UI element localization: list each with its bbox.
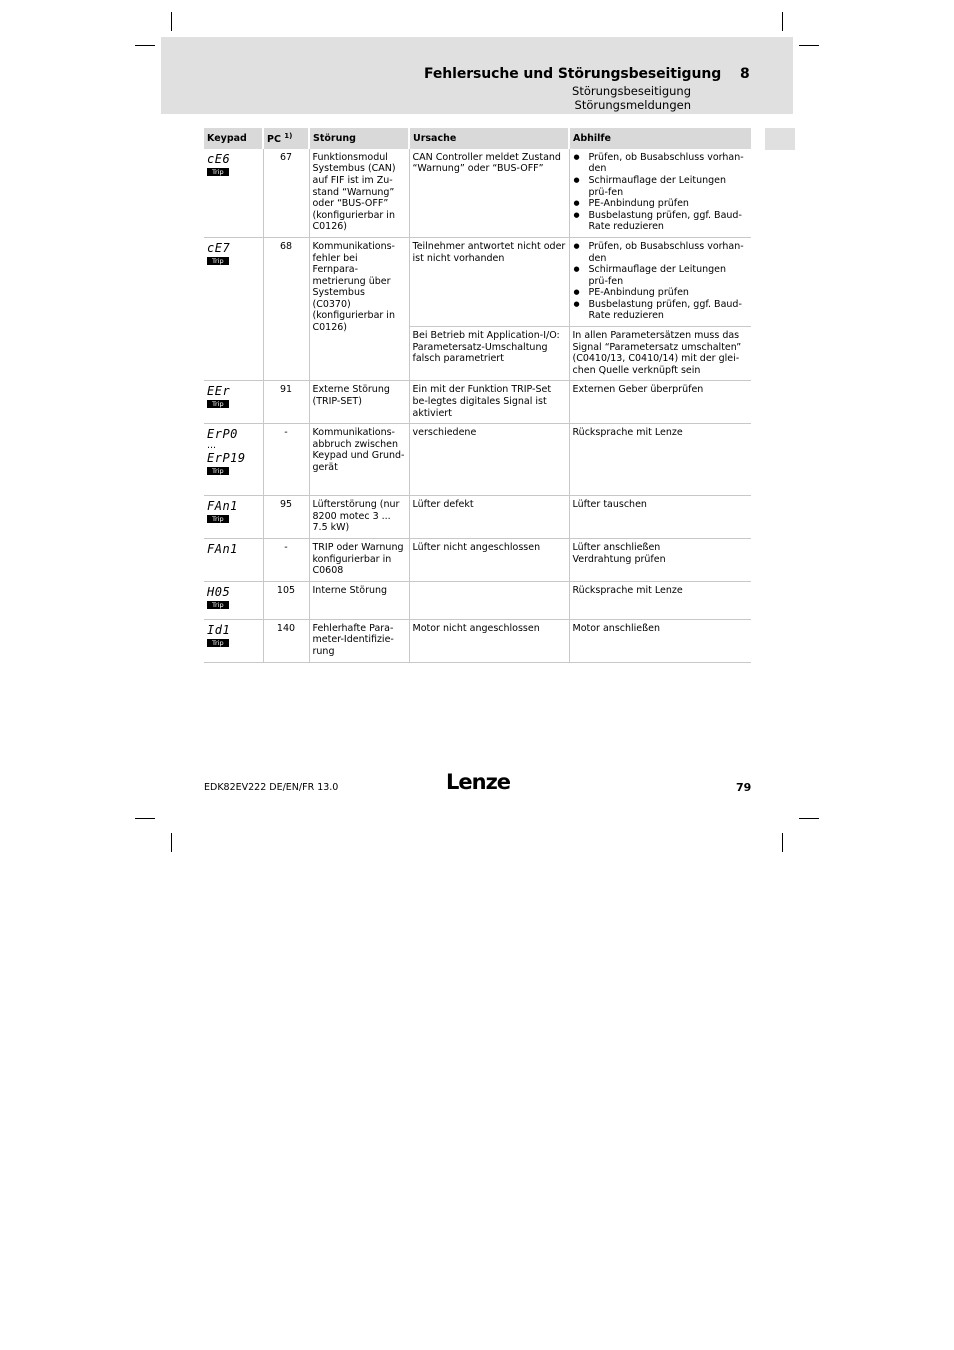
col-header-pc: PC $^{1)}$ — [263, 128, 309, 149]
crop-mark — [799, 818, 819, 819]
table-row — [204, 381, 751, 424]
lenze-logo: Lenze — [446, 770, 511, 794]
table-row — [204, 619, 751, 662]
pc-cell: - — [263, 424, 309, 496]
abhilfe-cell: In allen Parametersätzen muss das Signal “Parametersatz umschalten” (C0410/13, C0410/14) mit der glei-chen Quelle verknüpft sein — [569, 327, 751, 381]
keypad-cell: cE7 Trip — [204, 237, 263, 381]
trip-badge: Trip — [207, 601, 229, 609]
pc-cell: - — [263, 539, 309, 582]
crop-mark — [782, 12, 783, 31]
list-item: ● Prüfen, ob Busabschluss vorhan-den — [573, 241, 749, 264]
pc-cell: 105 — [263, 581, 309, 619]
table-row — [204, 581, 751, 619]
page-title: Fehlersuche und Störungsbeseitigung — [424, 66, 722, 82]
abhilfe-cell: Rücksprache mit Lenze — [569, 424, 751, 496]
pc-cell: 140 — [263, 619, 309, 662]
stoerung-cell: Fehlerhafte Para-meter-Identifizie-rung — [309, 619, 409, 662]
keypad-cell: cE6 Trip — [204, 149, 263, 238]
col-header-ursache: Ursache — [409, 128, 569, 149]
subsection-subtitle: Störungsmeldungen — [574, 98, 691, 112]
abhilfe-cell — [569, 149, 751, 238]
keypad-cell: FAn1 Trip — [204, 496, 263, 539]
col-header-abhilfe: Abhilfe — [569, 128, 751, 149]
abhilfe-cell — [569, 237, 751, 326]
list-item: ● PE-Anbindung prüfen — [573, 287, 749, 299]
list-item: ● Prüfen, ob Busabschluss vorhan-den — [573, 152, 749, 175]
ursache-cell — [409, 581, 569, 619]
list-item: ● PE-Anbindung prüfen — [573, 198, 749, 210]
table-row — [204, 149, 751, 238]
ursache-cell: verschiedene — [409, 424, 569, 496]
crop-mark — [171, 833, 172, 852]
crop-mark — [799, 45, 819, 46]
pc-cell: 91 — [263, 381, 309, 424]
abhilfe-cell: Motor anschließen — [569, 619, 751, 662]
ursache-cell: Bei Betrieb mit Application-I/O: Parametersatz-Umschaltung falsch parametriert — [409, 327, 569, 381]
section-subtitle: Störungsbeseitigung — [572, 84, 691, 98]
stoerung-cell: Funktionsmodul Systembus (CAN) auf FIF ist im Zu-stand “Warnung” oder “BUS-OFF” (konfigurierbar in C0126) — [309, 149, 409, 238]
list-item: ● Schirmauflage der Leitungen prü-fen — [573, 175, 749, 198]
stoerung-cell: Externe Störung (TRIP-SET) — [309, 381, 409, 424]
crop-mark — [782, 833, 783, 852]
ursache-cell: CAN Controller meldet Zustand “Warnung” oder “BUS-OFF” — [409, 149, 569, 238]
list-item: ● Busbelastung prüfen, ggf. Baud-Rate reduzieren — [573, 210, 749, 233]
trip-badge: Trip — [207, 467, 229, 475]
stoerung-cell: Interne Störung — [309, 581, 409, 619]
keypad-cell: EEr Trip — [204, 381, 263, 424]
stoerung-cell: TRIP oder Warnung konfigurierbar in C0608 — [309, 539, 409, 582]
crop-mark — [135, 818, 155, 819]
pc-cell: 95 — [263, 496, 309, 539]
table-row — [204, 424, 751, 496]
trip-badge: Trip — [207, 168, 229, 176]
trip-badge: Trip — [207, 400, 229, 408]
fault-table — [204, 128, 751, 663]
table-header-row — [204, 128, 751, 149]
stoerung-cell: Lüfterstörung (nur 8200 motec 3 ... 7.5 kW) — [309, 496, 409, 539]
keypad-cell: FAn1 — [204, 539, 263, 582]
abhilfe-cell: Lüfter anschließen Verdrahtung prüfen — [569, 539, 751, 582]
trip-badge: Trip — [207, 515, 229, 523]
document-id: EDK82EV222 DE/EN/FR 13.0 — [204, 782, 339, 793]
ursache-cell: Teilnehmer antwortet nicht oder ist nicht vorhanden — [409, 237, 569, 326]
ursache-cell: Lüfter nicht angeschlossen — [409, 539, 569, 582]
abhilfe-cell: Lüfter tauschen — [569, 496, 751, 539]
table-row — [204, 496, 751, 539]
page-number: 79 — [736, 781, 752, 794]
trip-badge: Trip — [207, 639, 229, 647]
stoerung-cell: Kommunikations-abbruch zwischen Keypad und Grund-gerät — [309, 424, 409, 496]
abhilfe-cell: Externen Geber überprüfen — [569, 381, 751, 424]
stoerung-cell: Kommunikations-fehler bei Fernpara-metrierung über Systembus (C0370) (konfigurierbar in C0126) — [309, 237, 409, 381]
ursache-cell: Motor nicht angeschlossen — [409, 619, 569, 662]
crop-mark — [171, 12, 172, 31]
abhilfe-cell: Rücksprache mit Lenze — [569, 581, 751, 619]
ursache-cell: Ein mit der Funktion TRIP-Set be-legtes digitales Signal ist aktiviert — [409, 381, 569, 424]
col-header-keypad: Keypad — [204, 128, 263, 149]
list-item: ● Schirmauflage der Leitungen prü-fen — [573, 264, 749, 287]
list-item: ● Busbelastung prüfen, ggf. Baud-Rate reduzieren — [573, 299, 749, 322]
side-tab-marker — [765, 128, 795, 150]
keypad-cell: H05 Trip — [204, 581, 263, 619]
keypad-cell: ErP0 ... ErP19 Trip — [204, 424, 263, 496]
keypad-cell: Id1 Trip — [204, 619, 263, 662]
chapter-number: 8 — [740, 66, 750, 82]
table-row — [204, 539, 751, 582]
pc-cell: 68 — [263, 237, 309, 381]
table-row — [204, 237, 751, 326]
crop-mark — [135, 45, 155, 46]
ursache-cell: Lüfter defekt — [409, 496, 569, 539]
trip-badge: Trip — [207, 257, 229, 265]
pc-cell: 67 — [263, 149, 309, 238]
col-header-stoerung: Störung — [309, 128, 409, 149]
